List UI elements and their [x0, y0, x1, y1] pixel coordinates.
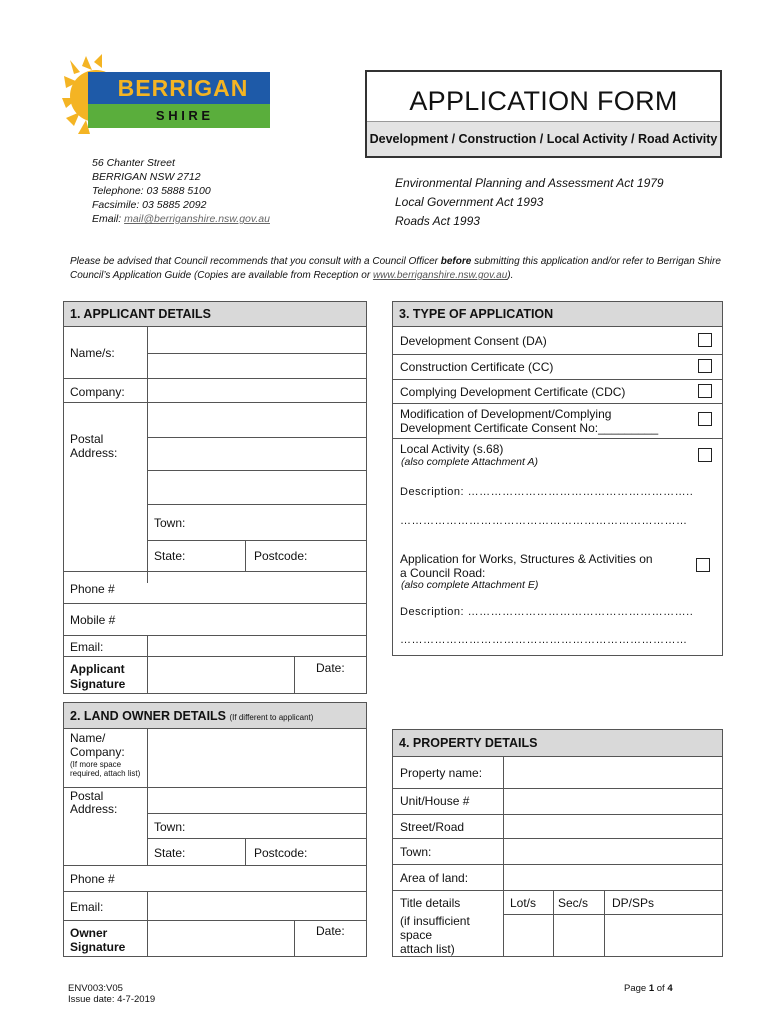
secs-label: Sec/s: [558, 896, 589, 910]
owner-signature-label-1: Owner: [70, 926, 108, 940]
owner-heading: [64, 703, 366, 729]
checkbox-da[interactable]: [698, 333, 712, 347]
owner-town-label: Town:: [154, 820, 186, 834]
local-activity-description-line[interactable]: …………………………………………………………………: [400, 515, 688, 527]
council-address: [92, 156, 270, 226]
document-code: [68, 983, 155, 1005]
type-cdc-label: Complying Development Certificate (CDC): [400, 385, 626, 399]
postal-label: Postal: [70, 432, 104, 446]
page-prefix: Page: [624, 983, 649, 994]
checkbox-modification[interactable]: [698, 412, 712, 426]
type-heading: 3. TYPE OF APPLICATION: [393, 302, 722, 327]
owner-email-label: Email:: [70, 900, 104, 914]
footer-code: ENV003:V05: [68, 983, 123, 994]
advice-bold: before: [440, 256, 472, 267]
type-works-label-1: Application for Works, Structures & Activities on: [400, 552, 653, 566]
owner-signature-label-2: Signature: [70, 940, 126, 954]
type-local-activity-label: Local Activity (s.68): [400, 442, 504, 456]
advice-text-3: ).: [507, 270, 514, 281]
address-street: 56 Chanter Street: [92, 157, 175, 169]
address-town: BERRIGAN NSW 2712: [92, 171, 201, 183]
owner-state-label: State:: [154, 846, 186, 860]
act-epa: Environmental Planning and Assessment Act 1979: [395, 176, 664, 190]
address-telephone: Telephone: 03 5888 5100: [92, 185, 211, 197]
type-mod-label-1: Modification of Development/Complying: [400, 407, 612, 421]
advice-text-2: submitting this application and/or refer to Berrigan Shire Council’s Application Guide (Copies are available from Reception or: [70, 256, 721, 281]
act-local-government: Local Government Act 1993: [395, 195, 544, 209]
owner-heading-text: 2. LAND OWNER DETAILS: [70, 709, 227, 723]
page-of: of: [654, 983, 668, 994]
owner-address-label: Address:: [70, 802, 118, 816]
page-number: [624, 983, 673, 994]
title-box: [365, 70, 722, 158]
town-label: Town:: [154, 516, 186, 530]
dp-sps-label: DP/SPs: [612, 896, 655, 910]
phone-label: Phone #: [70, 582, 115, 596]
works-description[interactable]: Description: …………………………………………………..: [400, 606, 694, 618]
title-details-label-2: (if insufficient: [400, 914, 470, 928]
footer-issue-date: Issue date: 4-7-2019: [68, 994, 156, 1005]
company-label: Company:: [70, 385, 125, 399]
type-cc-label: Construction Certificate (CC): [400, 360, 554, 374]
owner-postal-label: Postal: [70, 789, 104, 803]
owner-date-label: Date:: [316, 924, 345, 938]
address-email-label: Email:: [92, 213, 125, 225]
logo-text-berrigan: BERRIGAN: [117, 75, 249, 101]
lots-label: Lot/s: [510, 896, 537, 910]
checkbox-cc[interactable]: [698, 359, 712, 373]
page-subtitle: Development / Construction / Local Activity / Road Activity: [367, 121, 720, 156]
address-facsimile: Facsimile: 03 5885 2092: [92, 199, 207, 211]
title-details-label-1: Title details: [400, 896, 461, 910]
website-link[interactable]: www.berriganshire.nsw.gov.au: [372, 270, 508, 281]
property-heading: 4. PROPERTY DETAILS: [393, 730, 722, 757]
legislation-list: [395, 174, 664, 231]
property-name-label: Property name:: [400, 766, 483, 780]
logo-text-shire: S H I R E: [155, 108, 211, 123]
applicant-details-section: [63, 301, 367, 694]
page-current: 1: [648, 983, 655, 994]
act-roads: Roads Act 1993: [395, 214, 480, 228]
title-details-label-4: attach list): [400, 942, 455, 956]
owner-phone-label: Phone #: [70, 872, 115, 886]
applicant-heading: 1. APPLICANT DETAILS: [64, 302, 366, 327]
date-label: Date:: [316, 661, 345, 675]
property-unit-label: Unit/House #: [400, 794, 470, 808]
property-details-section: [392, 729, 723, 957]
type-mod-label-2: Development Certificate Consent No:_________: [400, 421, 659, 435]
owner-postcode-label: Postcode:: [254, 846, 308, 860]
email-label: Email:: [70, 640, 104, 654]
checkbox-cdc[interactable]: [698, 384, 712, 398]
signature-label-1: Applicant: [70, 662, 125, 676]
works-description-line[interactable]: …………………………………………………………………: [400, 634, 688, 646]
mobile-label: Mobile #: [70, 613, 116, 627]
type-of-application-section: [392, 301, 723, 656]
postcode-label: Postcode:: [254, 549, 308, 563]
land-owner-section: [63, 702, 367, 957]
title-details-label-3: space: [400, 928, 433, 942]
owner-name-label-1: Name/: [70, 731, 106, 745]
owner-name-note: (If more space required, attach list): [70, 760, 141, 778]
advice-text-1: Please be advised that Council recommends that you consult with a Council Officer: [70, 256, 441, 267]
property-area-label: Area of land:: [400, 871, 469, 885]
owner-heading-note: (If different to applicant): [229, 713, 314, 722]
type-works-label-2: a Council Road:: [400, 566, 486, 580]
berrigan-shire-logo: [62, 54, 277, 138]
page-total: 4: [667, 983, 673, 994]
property-street-label: Street/Road: [400, 820, 465, 834]
state-label: State:: [154, 549, 186, 563]
signature-label-2: Signature: [70, 677, 126, 691]
type-local-activity-note: (also complete Attachment A): [401, 456, 538, 468]
checkbox-local-activity[interactable]: [698, 448, 712, 462]
owner-name-label-2: Company:: [70, 745, 125, 759]
address-label: Address:: [70, 446, 118, 460]
type-da-label: Development Consent (DA): [400, 334, 547, 348]
advice-paragraph: [70, 255, 730, 283]
type-works-note: (also complete Attachment E): [401, 579, 539, 591]
property-town-label: Town:: [400, 845, 432, 859]
local-activity-description[interactable]: Description: …………………………………………………..: [400, 486, 694, 498]
page-title: APPLICATION FORM: [409, 86, 678, 116]
names-label: Name/s:: [70, 346, 115, 360]
checkbox-works-council-road[interactable]: [696, 558, 710, 572]
address-email-link[interactable]: mail@berriganshire.nsw.gov.au: [124, 213, 270, 225]
